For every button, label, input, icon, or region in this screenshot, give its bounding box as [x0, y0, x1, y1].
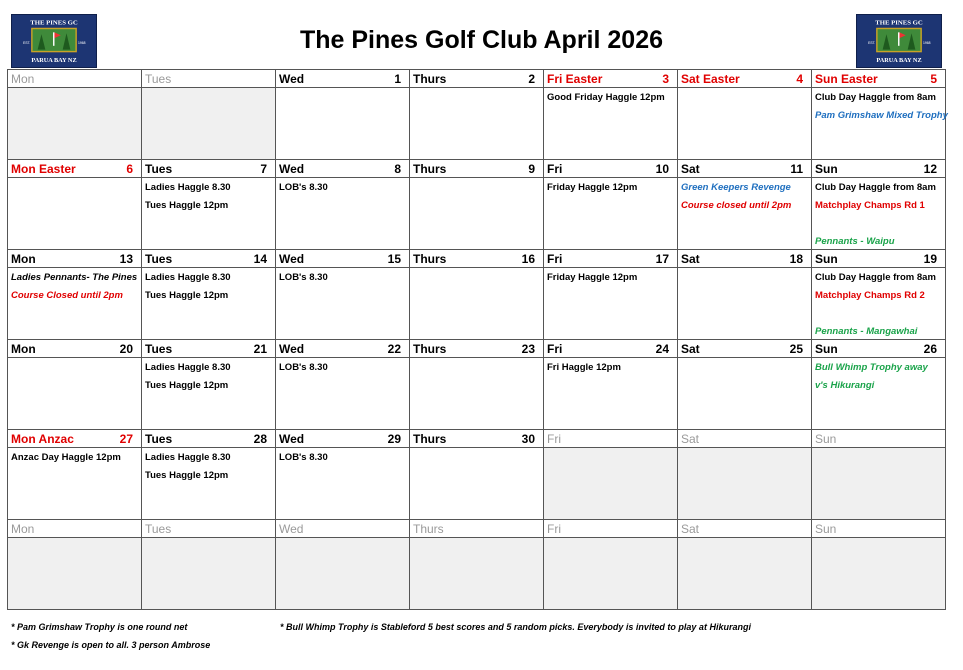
day-number: 1	[394, 72, 401, 86]
day-number: 22	[387, 342, 401, 356]
note-gk-revenge: * Gk Revenge is open to all. 3 person Ambrose	[11, 640, 211, 650]
day-name: Fri	[547, 162, 563, 176]
day-header	[410, 160, 544, 178]
event-item: Fri Haggle 12pm	[547, 362, 621, 373]
day-name: Mon Easter	[11, 162, 76, 176]
day-cell	[812, 358, 946, 430]
day-name: Wed	[279, 252, 305, 266]
week-events-row	[8, 358, 946, 430]
day-header	[142, 340, 276, 358]
day-number: 9	[528, 162, 535, 176]
day-header	[812, 250, 946, 268]
day-header	[8, 520, 142, 538]
svg-text:THE PINES GC: THE PINES GC	[875, 19, 923, 27]
day-name: Mon	[11, 522, 35, 536]
day-cell	[142, 88, 276, 160]
event-item: Course closed until 2pm	[681, 200, 792, 211]
day-header	[812, 160, 946, 178]
day-header	[276, 70, 410, 88]
week-header-row	[8, 250, 946, 268]
day-number: 19	[923, 252, 937, 266]
day-header	[8, 70, 142, 88]
day-name: Fri	[547, 252, 563, 266]
day-name: Fri Easter	[547, 72, 603, 86]
day-header	[142, 70, 276, 88]
day-name: Sun Easter	[815, 72, 878, 86]
day-number: 25	[789, 342, 803, 356]
day-name: Tues	[145, 162, 173, 176]
day-name: Thurs	[413, 72, 447, 86]
day-header	[410, 250, 544, 268]
day-number: 7	[260, 162, 267, 176]
day-name: Sat	[681, 432, 700, 446]
day-header	[544, 160, 678, 178]
day-cell	[678, 448, 812, 520]
day-cell	[678, 358, 812, 430]
day-name: Fri	[547, 342, 563, 356]
week-events-row	[8, 538, 946, 610]
day-header	[678, 70, 812, 88]
day-name: Mon Anzac	[11, 432, 74, 446]
event-item: Course Closed until 2pm	[11, 290, 123, 301]
day-cell	[678, 538, 812, 610]
svg-text:EST.: EST.	[23, 40, 31, 45]
day-header	[142, 250, 276, 268]
day-name: Thurs	[413, 162, 447, 176]
event-item: Tues Haggle 12pm	[145, 290, 229, 301]
day-number: 27	[119, 432, 133, 446]
event-item: Club Day Haggle from 8am	[815, 272, 936, 283]
day-name: Wed	[279, 342, 305, 356]
day-header	[276, 160, 410, 178]
day-header	[678, 160, 812, 178]
day-number: 3	[662, 72, 669, 86]
day-name: Sat	[681, 522, 700, 536]
day-header	[8, 430, 142, 448]
day-number: 28	[253, 432, 267, 446]
week-header-row	[8, 70, 946, 88]
day-header	[812, 70, 946, 88]
day-header	[678, 340, 812, 358]
day-name: Mon	[11, 72, 35, 86]
day-header	[410, 70, 544, 88]
day-cell	[410, 268, 544, 340]
day-number: 16	[521, 252, 535, 266]
day-cell	[8, 268, 142, 340]
day-name: Wed	[279, 162, 305, 176]
event-item: Friday Haggle 12pm	[547, 182, 638, 193]
day-header	[812, 430, 946, 448]
event-item: Friday Haggle 12pm	[547, 272, 638, 283]
day-name: Sat	[681, 342, 700, 356]
day-number: 6	[126, 162, 133, 176]
day-cell	[8, 178, 142, 250]
day-header	[544, 250, 678, 268]
day-number: 13	[119, 252, 133, 266]
day-name: Sun	[815, 522, 837, 536]
day-cell	[8, 358, 142, 430]
day-name: Mon	[11, 342, 36, 356]
day-cell	[812, 448, 946, 520]
day-header	[410, 430, 544, 448]
day-header	[8, 250, 142, 268]
day-header	[678, 250, 812, 268]
day-header	[276, 340, 410, 358]
day-number: 26	[923, 342, 937, 356]
day-name: Tues	[145, 252, 173, 266]
day-cell	[678, 268, 812, 340]
event-item: Ladies Haggle 8.30	[145, 452, 231, 463]
week-header-row	[8, 430, 946, 448]
day-name: Sun	[815, 252, 838, 266]
note-bull-whimp: * Bull Whimp Trophy is Stableford 5 best scores and 5 random picks. Everybody is invited to play at Hikurangi	[280, 622, 751, 632]
week-header-row	[8, 340, 946, 358]
event-item: Pam Grimshaw Mixed Trophy	[815, 110, 948, 121]
day-name: Tues	[145, 72, 172, 86]
day-number: 14	[253, 252, 267, 266]
event-item: Ladies Pennants- The Pines	[11, 272, 138, 283]
day-cell	[544, 448, 678, 520]
day-cell	[678, 88, 812, 160]
event-item: Ladies Haggle 8.30	[145, 272, 231, 283]
day-name: Fri	[547, 522, 561, 536]
event-item: Ladies Haggle 8.30	[145, 362, 231, 373]
day-header	[410, 520, 544, 538]
event-item: Club Day Haggle from 8am	[815, 92, 936, 103]
day-name: Sat	[681, 252, 700, 266]
day-number: 21	[253, 342, 267, 356]
day-cell	[544, 88, 678, 160]
day-number: 11	[790, 162, 803, 176]
day-cell	[276, 268, 410, 340]
day-number: 5	[930, 72, 937, 86]
day-header	[142, 160, 276, 178]
day-number: 10	[655, 162, 669, 176]
day-cell	[410, 178, 544, 250]
week-header-row	[8, 520, 946, 538]
event-item: v's Hikurangi	[815, 380, 875, 391]
event-item: Tues Haggle 12pm	[145, 380, 229, 391]
day-name: Wed	[279, 522, 304, 536]
day-name: Thurs	[413, 522, 444, 536]
day-name: Mon	[11, 252, 36, 266]
event-item: Tues Haggle 12pm	[145, 470, 229, 481]
day-number: 2	[528, 72, 535, 86]
day-name: Thurs	[413, 342, 447, 356]
day-number: 29	[387, 432, 401, 446]
day-cell	[544, 538, 678, 610]
day-cell	[812, 88, 946, 160]
day-number: 24	[655, 342, 669, 356]
day-cell	[410, 88, 544, 160]
day-header	[812, 340, 946, 358]
event-item: Green Keepers Revenge	[681, 182, 791, 193]
day-name: Sun	[815, 162, 838, 176]
event-item: LOB's 8.30	[279, 362, 328, 373]
event-item: Good Friday Haggle 12pm	[547, 92, 665, 103]
day-cell	[544, 268, 678, 340]
day-header	[142, 430, 276, 448]
day-number: 20	[119, 342, 133, 356]
day-number: 12	[923, 162, 937, 176]
day-cell	[410, 448, 544, 520]
day-cell	[276, 88, 410, 160]
day-cell	[812, 538, 946, 610]
day-cell	[142, 538, 276, 610]
day-header	[276, 250, 410, 268]
day-name: Tues	[145, 432, 173, 446]
day-name: Tues	[145, 342, 173, 356]
event-item: LOB's 8.30	[279, 452, 328, 463]
day-cell	[276, 448, 410, 520]
day-cell	[276, 538, 410, 610]
week-events-row	[8, 268, 946, 340]
svg-text:1968: 1968	[78, 40, 86, 45]
day-cell	[544, 178, 678, 250]
event-item: Matchplay Champs Rd 1	[815, 200, 925, 211]
day-name: Fri	[547, 432, 561, 446]
day-cell	[544, 358, 678, 430]
day-name: Wed	[279, 72, 305, 86]
day-cell	[142, 358, 276, 430]
day-cell	[8, 448, 142, 520]
day-header	[276, 430, 410, 448]
day-number: 4	[796, 72, 803, 86]
day-cell	[812, 178, 946, 250]
calendar-grid	[7, 69, 946, 610]
svg-text:1968: 1968	[923, 40, 931, 45]
day-cell	[8, 538, 142, 610]
day-number: 30	[521, 432, 535, 446]
day-header	[8, 160, 142, 178]
day-number: 8	[394, 162, 401, 176]
event-item: Pennants - Mangawhai	[815, 326, 918, 337]
event-item: Matchplay Champs Rd 2	[815, 290, 925, 301]
day-cell	[812, 268, 946, 340]
event-item: Pennants - Waipu	[815, 236, 895, 247]
day-cell	[276, 178, 410, 250]
day-number: 23	[521, 342, 535, 356]
logo-bottom-text: PARUA BAY NZ	[31, 57, 77, 65]
event-item: LOB's 8.30	[279, 182, 328, 193]
day-name: Thurs	[413, 252, 447, 266]
day-cell	[410, 358, 544, 430]
svg-text:PARUA BAY NZ: PARUA BAY NZ	[876, 57, 922, 65]
day-name: Sat Easter	[681, 72, 740, 86]
week-events-row	[8, 88, 946, 160]
logo-top-text: THE PINES GC	[30, 19, 78, 27]
day-cell	[142, 448, 276, 520]
week-header-row	[8, 160, 946, 178]
day-name: Wed	[279, 432, 305, 446]
day-name: Sat	[681, 162, 700, 176]
week-events-row	[8, 178, 946, 250]
day-header	[544, 70, 678, 88]
day-header	[678, 520, 812, 538]
day-header	[812, 520, 946, 538]
event-item: LOB's 8.30	[279, 272, 328, 283]
day-header	[544, 520, 678, 538]
day-header	[410, 340, 544, 358]
day-name: Tues	[145, 522, 172, 536]
day-name: Sun	[815, 342, 838, 356]
day-number: 15	[387, 252, 401, 266]
day-name: Sun	[815, 432, 837, 446]
page-title: The Pines Golf Club April 2026	[299, 26, 664, 54]
event-item: Tues Haggle 12pm	[145, 200, 229, 211]
event-item: Club Day Haggle from 8am	[815, 182, 936, 193]
event-item: Bull Whimp Trophy away	[815, 362, 928, 373]
week-events-row	[8, 448, 946, 520]
day-header	[8, 340, 142, 358]
day-cell	[142, 178, 276, 250]
day-header	[276, 520, 410, 538]
day-name: Thurs	[413, 432, 447, 446]
day-cell	[678, 178, 812, 250]
day-header	[544, 430, 678, 448]
day-number: 17	[655, 252, 669, 266]
day-number: 18	[789, 252, 803, 266]
day-header	[544, 340, 678, 358]
day-cell	[142, 268, 276, 340]
note-pam-grimshaw: * Pam Grimshaw Trophy is one round net	[11, 622, 188, 632]
day-cell	[276, 358, 410, 430]
day-header	[142, 520, 276, 538]
day-cell	[410, 538, 544, 610]
event-item: Anzac Day Haggle 12pm	[11, 452, 121, 463]
day-header	[678, 430, 812, 448]
svg-text:EST.: EST.	[868, 40, 876, 45]
day-cell	[8, 88, 142, 160]
event-item: Ladies Haggle 8.30	[145, 182, 231, 193]
